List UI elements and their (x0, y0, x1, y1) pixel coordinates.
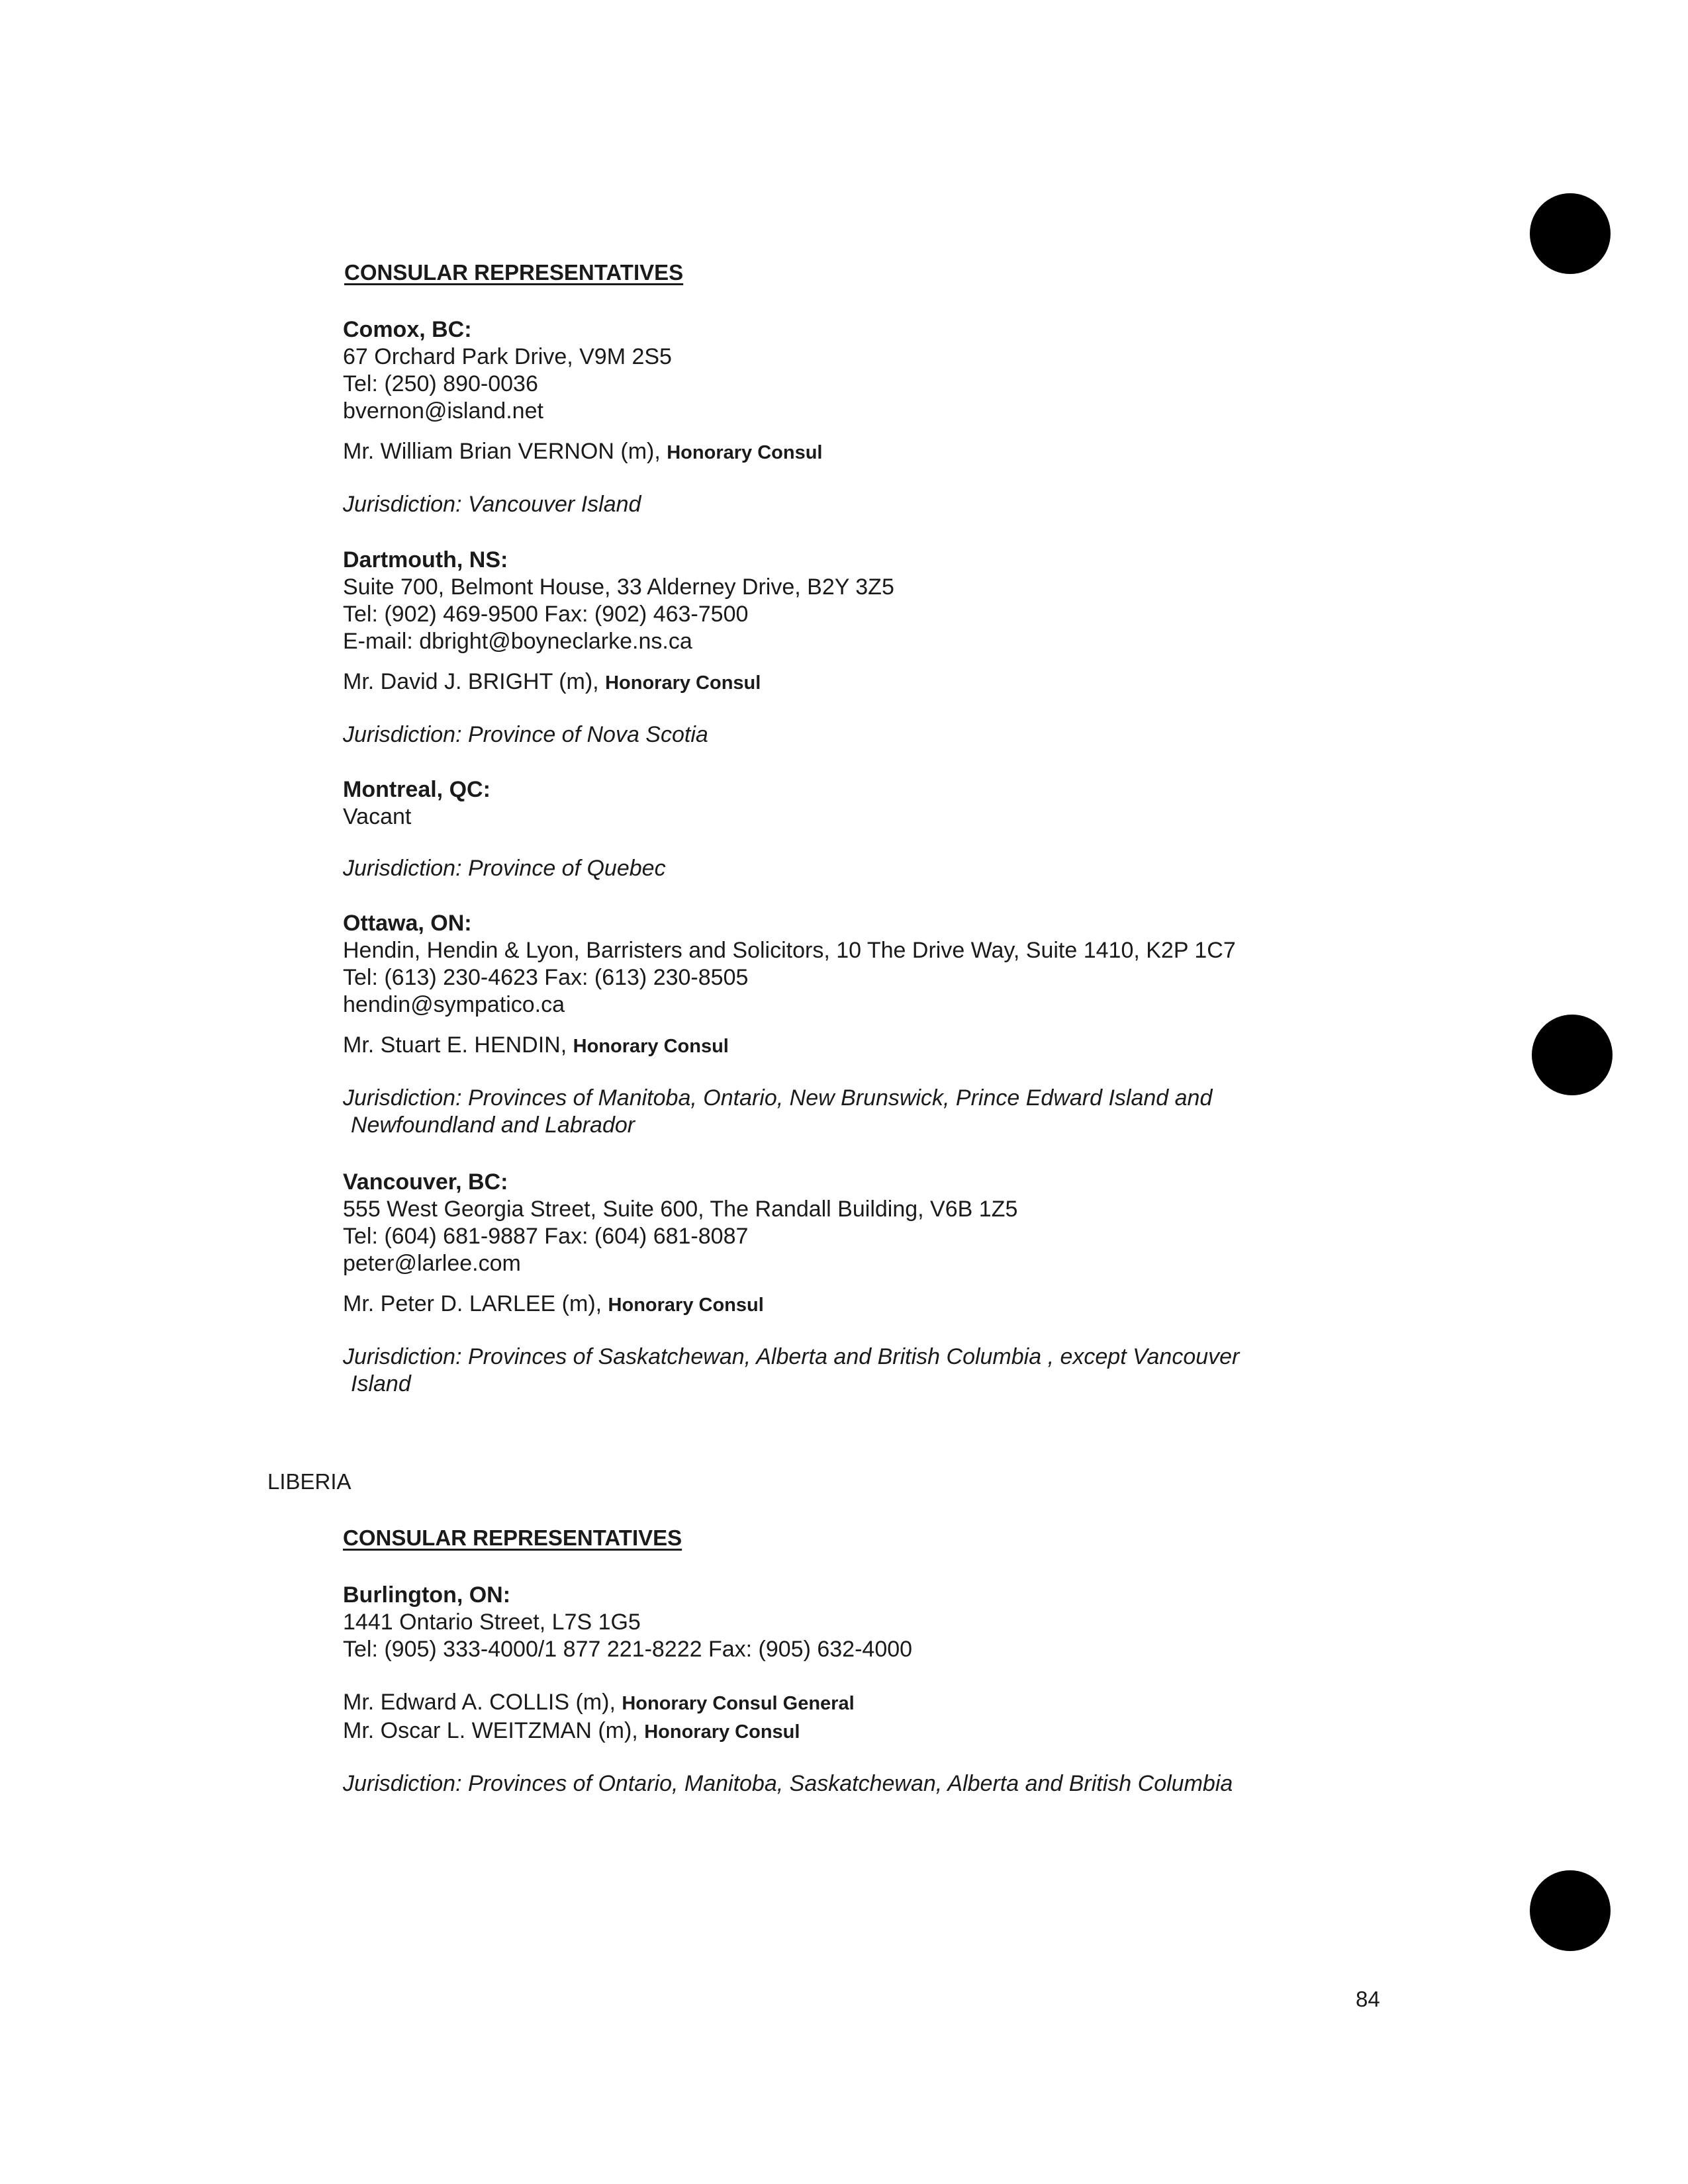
entry-phone: Tel: (613) 230-4623 Fax: (613) 230-8505 (343, 965, 749, 990)
jurisdiction-line: Jurisdiction: Province of Nova Scotia (343, 722, 708, 747)
entry-address: Suite 700, Belmont House, 33 Alderney Drive, B2Y 3Z5 (343, 574, 894, 600)
entry-email: peter@larlee.com (343, 1251, 521, 1276)
entry-city: Vancouver, BC: (343, 1169, 508, 1195)
jurisdiction-line: Jurisdiction: Vancouver Island (343, 492, 641, 517)
person-name: Mr. William Brian VERNON (m), (343, 439, 667, 464)
entry-email: E-mail: dbright@boyneclarke.ns.ca (343, 629, 692, 654)
entry-city: Montreal, QC: (343, 777, 491, 802)
jurisdiction-line: Jurisdiction: Province of Quebec (343, 856, 666, 881)
entry-address: 1441 Ontario Street, L7S 1G5 (343, 1610, 641, 1635)
person-name: Mr. Peter D. LARLEE (m), (343, 1291, 608, 1316)
jurisdiction-line: Jurisdiction: Provinces of Manitoba, Ontario, New Brunswick, Prince Edward Island and (343, 1085, 1213, 1111)
person-title: Honorary Consul (605, 672, 761, 694)
jurisdiction-line: Jurisdiction: Provinces of Ontario, Manitoba, Saskatchewan, Alberta and British Columbia (343, 1771, 1233, 1796)
person-title: Honorary Consul General (622, 1693, 855, 1714)
person-title: Honorary Consul (644, 1721, 800, 1743)
consul-person (343, 1689, 1336, 1717)
entry-email: hendin@sympatico.ca (343, 992, 565, 1017)
consul-person (343, 1717, 1336, 1746)
person-title: Honorary Consul (608, 1295, 764, 1316)
entry-address: 67 Orchard Park Drive, V9M 2S5 (343, 344, 672, 369)
entry-email: bvernon@island.net (343, 398, 543, 424)
person-name: Mr. Stuart E. HENDIN, (343, 1032, 573, 1058)
entry-address: 555 West Georgia Street, Suite 600, The Randall Building, V6B 1Z5 (343, 1197, 1018, 1222)
entry-city: Burlington, ON: (343, 1582, 511, 1608)
entry-city: Ottawa, ON: (343, 911, 472, 936)
section-heading: CONSULAR REPRESENTATIVES (343, 1525, 682, 1550)
entry-status: Vacant (343, 804, 412, 829)
entry-phone: Tel: (250) 890-0036 (343, 371, 538, 396)
jurisdiction-line: Jurisdiction: Provinces of Saskatchewan, Alberta and British Columbia , except Vancouver (343, 1344, 1240, 1369)
person-name: Mr. David J. BRIGHT (m), (343, 669, 606, 694)
entry-city: Comox, BC: (343, 317, 472, 342)
person-title: Honorary Consul (573, 1036, 729, 1057)
entry-address: Hendin, Hendin & Lyon, Barristers and Solicitors, 10 The Drive Way, Suite 1410, K2P 1C7 (343, 938, 1236, 963)
page-number: 84 (1356, 1987, 1380, 2011)
entry-phone: Tel: (905) 333-4000/1 877 221-8222 Fax: (905) 632-4000 (343, 1637, 913, 1662)
entry-phone: Tel: (902) 469-9500 Fax: (902) 463-7500 (343, 602, 749, 627)
person-name: Mr. Oscar L. WEITZMAN (m), (343, 1718, 645, 1743)
consulate-entry-burlington (343, 1582, 1336, 1797)
person-title: Honorary Consul (667, 442, 823, 463)
section-heading: CONSULAR REPRESENTATIVES (344, 260, 684, 285)
entry-jurisdiction (343, 1770, 1336, 1797)
country-name: LIBERIA (267, 1469, 352, 1494)
jurisdiction-line: Newfoundland and Labrador (351, 1113, 635, 1138)
entry-phone: Tel: (604) 681-9887 Fax: (604) 681-8087 (343, 1224, 749, 1249)
person-name: Mr. Edward A. COLLIS (m), (343, 1690, 622, 1715)
entry-city: Dartmouth, NS: (343, 547, 508, 572)
jurisdiction-line: Island (351, 1371, 411, 1396)
